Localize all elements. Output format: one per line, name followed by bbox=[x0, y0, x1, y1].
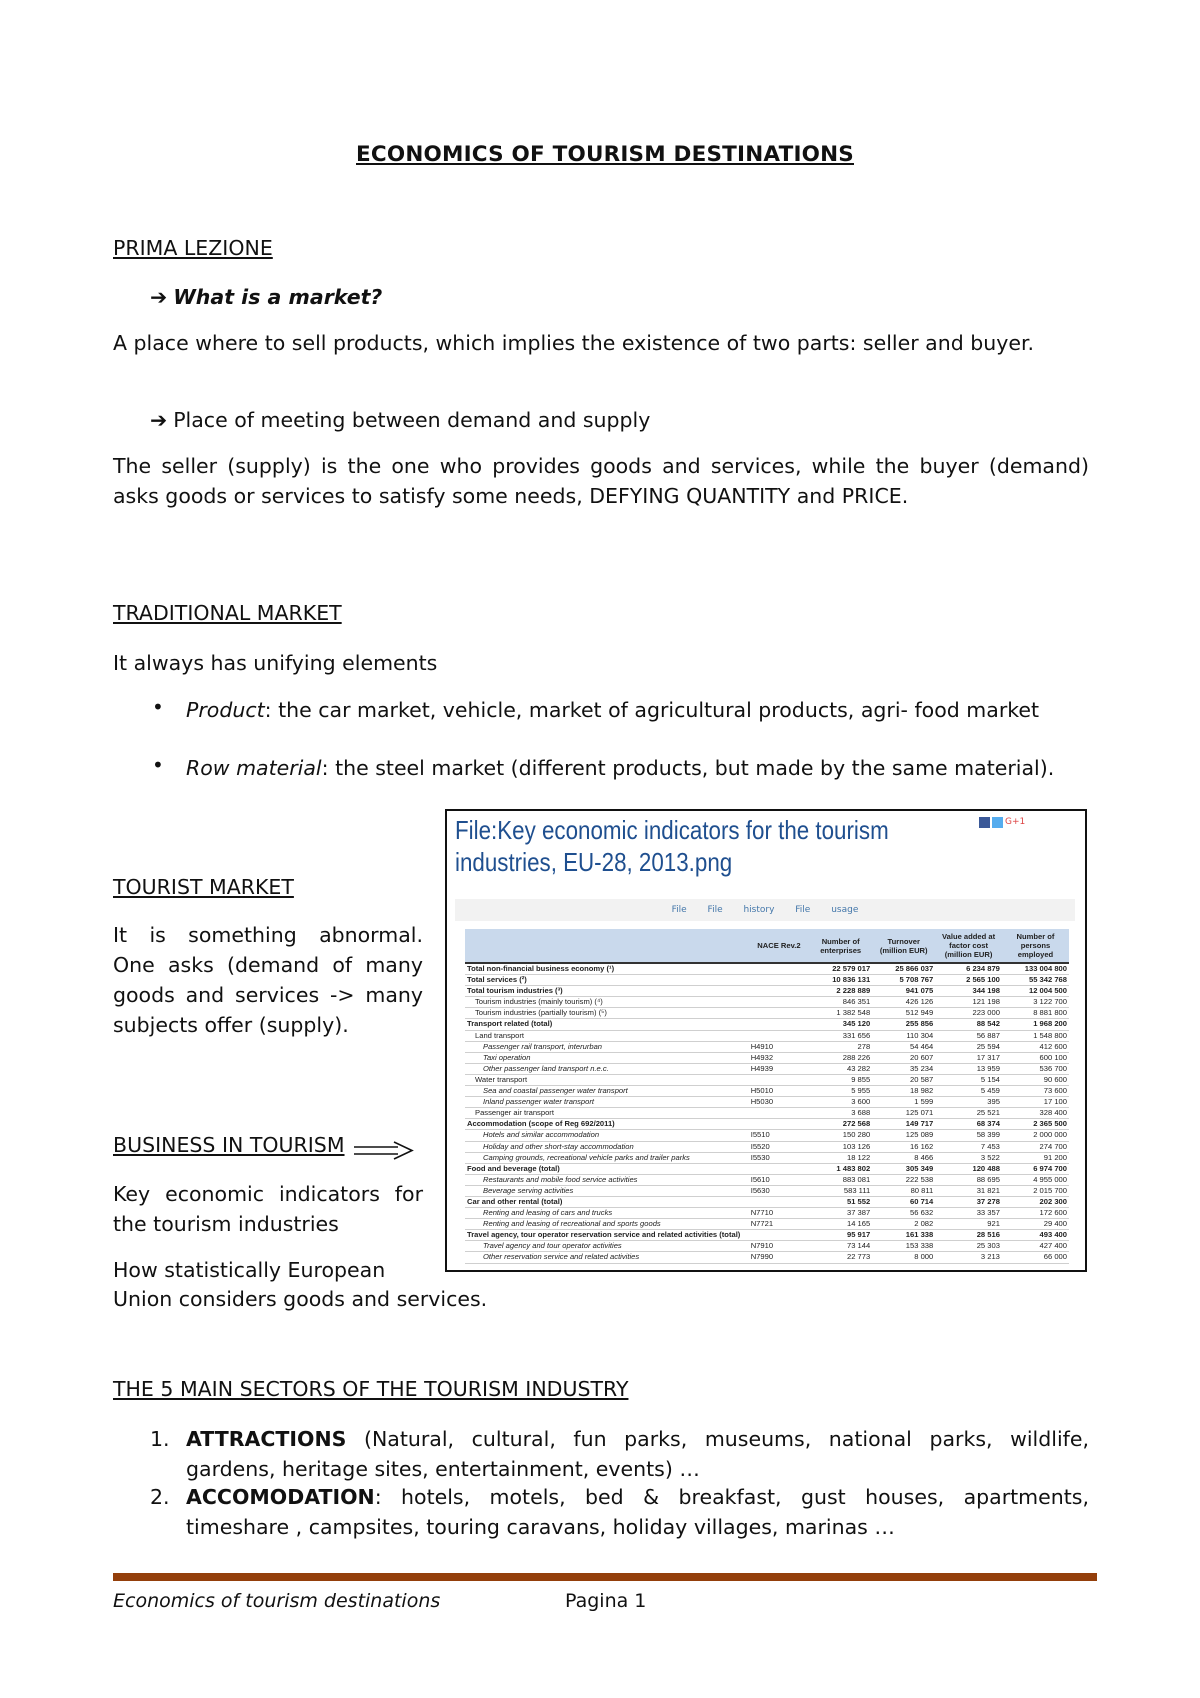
table-cell: Restaurants and mobile food service activities bbox=[465, 1174, 749, 1185]
table-cell: 305 349 bbox=[872, 1163, 935, 1174]
table-cell: Water transport bbox=[465, 1074, 749, 1085]
page-title: ECONOMICS OF TOURISM DESTINATIONS bbox=[356, 142, 854, 167]
table-cell: Tourism industries (mainly tourism) (⁴) bbox=[465, 997, 749, 1008]
table-cell: 121 198 bbox=[935, 997, 1002, 1008]
table-cell: I5510 bbox=[749, 1130, 809, 1141]
table-cell: 6 234 879 bbox=[935, 963, 1002, 975]
table-cell: 9 855 bbox=[809, 1074, 872, 1085]
figure-tabs: File File history File usage bbox=[455, 899, 1075, 921]
table-cell: 103 126 bbox=[809, 1141, 872, 1152]
table-cell: 33 357 bbox=[935, 1208, 1002, 1219]
table-cell: 35 234 bbox=[872, 1063, 935, 1074]
table-cell bbox=[749, 1074, 809, 1085]
table-cell: N7910 bbox=[749, 1241, 809, 1252]
table-cell: 328 400 bbox=[1002, 1108, 1069, 1119]
table-cell: 5 708 767 bbox=[872, 975, 935, 986]
table-cell: 91 200 bbox=[1002, 1152, 1069, 1163]
table-cell: 51 552 bbox=[809, 1196, 872, 1207]
table-cell: 5 459 bbox=[935, 1086, 1002, 1097]
bullet-dot: • bbox=[152, 753, 164, 777]
table-cell: 223 000 bbox=[935, 1008, 1002, 1019]
table-cell: N7721 bbox=[749, 1219, 809, 1230]
bullet-term: Product bbox=[186, 698, 265, 722]
column-header: Number of persons employed bbox=[1002, 929, 1069, 963]
figure-title: File:Key economic indicators for the tourism industries, EU-28, 2013.png bbox=[455, 815, 889, 877]
table-cell bbox=[749, 1230, 809, 1241]
table-cell: I5530 bbox=[749, 1152, 809, 1163]
footer-page-number: Pagina 1 bbox=[565, 1590, 647, 1612]
table-cell: 4 955 000 bbox=[1002, 1174, 1069, 1185]
table-cell bbox=[749, 1030, 809, 1041]
table-cell: 345 120 bbox=[809, 1019, 872, 1030]
table-row bbox=[465, 986, 1069, 997]
table-cell: 55 342 768 bbox=[1002, 975, 1069, 986]
table-row bbox=[465, 1163, 1069, 1174]
table-cell: 20 587 bbox=[872, 1074, 935, 1085]
list-number: 1. bbox=[150, 1427, 170, 1451]
table-cell: 66 000 bbox=[1002, 1252, 1069, 1263]
table-cell: 8 000 bbox=[872, 1252, 935, 1263]
table-cell: 149 717 bbox=[872, 1119, 935, 1130]
table-row bbox=[465, 997, 1069, 1008]
table-cell: Inland passenger water transport bbox=[465, 1097, 749, 1108]
table-cell: 921 bbox=[935, 1219, 1002, 1230]
table-cell: 25 303 bbox=[935, 1241, 1002, 1252]
table-row bbox=[465, 1219, 1069, 1230]
table-row bbox=[465, 1097, 1069, 1108]
paragraph-seller-buyer: The seller (supply) is the one who provides goods and services, while the buyer (demand) asks goods or services to satisfy some needs, DEFYING QUANTITY and PRICE. bbox=[113, 454, 1089, 508]
table-cell: I5610 bbox=[749, 1174, 809, 1185]
table-cell: 88 695 bbox=[935, 1174, 1002, 1185]
table-cell: 172 600 bbox=[1002, 1208, 1069, 1219]
table-row bbox=[465, 975, 1069, 986]
table-cell: I5630 bbox=[749, 1185, 809, 1196]
table-cell: 2 000 000 bbox=[1002, 1130, 1069, 1141]
table-cell: 110 304 bbox=[872, 1030, 935, 1041]
table-row bbox=[465, 1119, 1069, 1130]
table-cell: 25 594 bbox=[935, 1041, 1002, 1052]
table-cell: 29 400 bbox=[1002, 1219, 1069, 1230]
table-cell: H4910 bbox=[749, 1041, 809, 1052]
table-cell: 2 228 889 bbox=[809, 986, 872, 997]
table-cell: 56 887 bbox=[935, 1030, 1002, 1041]
table-cell: Tourism industries (partially tourism) (⁵) bbox=[465, 1008, 749, 1019]
table-cell: Transport related (total) bbox=[465, 1019, 749, 1030]
table-cell: 17 317 bbox=[935, 1052, 1002, 1063]
paragraph-eu-statistics-line2: Union considers goods and services. bbox=[113, 1287, 488, 1311]
table-cell: 3 600 bbox=[809, 1097, 872, 1108]
list-item bbox=[186, 1424, 1089, 1484]
table-cell: 395 bbox=[935, 1097, 1002, 1108]
table-row bbox=[465, 1041, 1069, 1052]
traditional-intro: It always has unifying elements bbox=[113, 651, 438, 675]
table-cell: H5030 bbox=[749, 1097, 809, 1108]
table-cell: 8 466 bbox=[872, 1152, 935, 1163]
heading-tourist-market: TOURIST MARKET bbox=[113, 875, 294, 899]
table-cell bbox=[749, 986, 809, 997]
table-cell: 10 836 131 bbox=[809, 975, 872, 986]
table-cell: 202 300 bbox=[1002, 1196, 1069, 1207]
embedded-figure-screenshot bbox=[445, 809, 1087, 1272]
table-cell: 1 382 548 bbox=[809, 1008, 872, 1019]
question-text: What is a market? bbox=[173, 285, 383, 309]
table-cell: Passenger rail transport, interurban bbox=[465, 1041, 749, 1052]
table-cell: 125 089 bbox=[872, 1130, 935, 1141]
table-cell: 161 338 bbox=[872, 1230, 935, 1241]
column-header: Number of enterprises bbox=[809, 929, 872, 963]
table-cell: Travel agency and tour operator activities bbox=[465, 1241, 749, 1252]
table-cell: 13 959 bbox=[935, 1063, 1002, 1074]
table-cell: 95 917 bbox=[809, 1230, 872, 1241]
table-cell: Renting and leasing of cars and trucks bbox=[465, 1208, 749, 1219]
table-row bbox=[465, 1063, 1069, 1074]
sector-text: (Natural, cultural, fun parks, museums, national parks, wildlife, gardens, heritage sites, entertainment, events) … bbox=[186, 1427, 1089, 1481]
point-meeting-demand-supply bbox=[150, 405, 650, 435]
paragraph-key-indicators: Key economic indicators for the tourism industries bbox=[113, 1182, 423, 1236]
table-cell: 288 226 bbox=[809, 1052, 872, 1063]
table-cell: 255 856 bbox=[872, 1019, 935, 1030]
table-cell: 18 122 bbox=[809, 1152, 872, 1163]
paragraph-eu-statistics-line1: How statistically European bbox=[113, 1258, 386, 1282]
table-cell: N7710 bbox=[749, 1208, 809, 1219]
table-cell: Sea and coastal passenger water transport bbox=[465, 1086, 749, 1097]
table-cell: 14 165 bbox=[809, 1219, 872, 1230]
bullet-term: Row material bbox=[186, 756, 322, 780]
right-arrow-icon: ➔ bbox=[150, 408, 168, 432]
figure-data-table bbox=[465, 929, 1069, 1264]
table-cell: Travel agency, tour operator reservation service and related activities (total) bbox=[465, 1230, 749, 1241]
table-cell bbox=[749, 1163, 809, 1174]
table-cell: Total non-financial business economy (¹) bbox=[465, 963, 749, 975]
table-cell: 331 656 bbox=[809, 1030, 872, 1041]
table-cell: 3 522 bbox=[935, 1152, 1002, 1163]
table-cell: H4932 bbox=[749, 1052, 809, 1063]
table-cell: 16 162 bbox=[872, 1141, 935, 1152]
footer-document-title: Economics of tourism destinations bbox=[113, 1590, 441, 1612]
table-cell: 272 568 bbox=[809, 1119, 872, 1130]
paragraph-tourist-market: It is something abnormal. One asks (demand of many goods and services -> many subjects offer (supply). bbox=[113, 923, 423, 1037]
bullet-dot: • bbox=[152, 695, 164, 719]
table-cell: 5 154 bbox=[935, 1074, 1002, 1085]
table-cell: 3 688 bbox=[809, 1108, 872, 1119]
heading-business-in-tourism: BUSINESS IN TOURISM bbox=[113, 1133, 345, 1157]
table-cell: 28 516 bbox=[935, 1230, 1002, 1241]
table-row bbox=[465, 1130, 1069, 1141]
table-cell: 25 866 037 bbox=[872, 963, 935, 975]
table-row bbox=[465, 1241, 1069, 1252]
table-cell: 80 811 bbox=[872, 1185, 935, 1196]
table-cell: 6 974 700 bbox=[1002, 1163, 1069, 1174]
table-cell bbox=[749, 1108, 809, 1119]
table-cell: Accommodation (scope of Reg 692/2011) bbox=[465, 1119, 749, 1130]
table-cell: 22 579 017 bbox=[809, 963, 872, 975]
table-body bbox=[465, 963, 1069, 1263]
table-cell: 56 632 bbox=[872, 1208, 935, 1219]
table-cell: 153 338 bbox=[872, 1241, 935, 1252]
bullet-text: : the car market, vehicle, market of agricultural products, agri- food market bbox=[264, 698, 1040, 722]
table-cell bbox=[749, 1196, 809, 1207]
table-cell: 8 881 800 bbox=[1002, 1008, 1069, 1019]
table-cell: 88 542 bbox=[935, 1019, 1002, 1030]
table-cell bbox=[749, 963, 809, 975]
question-what-is-market bbox=[150, 282, 382, 312]
table-cell: 1 548 800 bbox=[1002, 1030, 1069, 1041]
list-number: 2. bbox=[150, 1485, 170, 1509]
table-cell: 22 773 bbox=[809, 1252, 872, 1263]
table-cell: 31 821 bbox=[935, 1185, 1002, 1196]
table-cell bbox=[749, 997, 809, 1008]
right-arrow-icon: ➔ bbox=[150, 285, 168, 309]
table-cell: 3 213 bbox=[935, 1252, 1002, 1263]
table-cell: 1 968 200 bbox=[1002, 1019, 1069, 1030]
table-row bbox=[465, 1152, 1069, 1163]
table-cell: 493 400 bbox=[1002, 1230, 1069, 1241]
table-cell: Car and other rental (total) bbox=[465, 1196, 749, 1207]
table-cell: H5010 bbox=[749, 1086, 809, 1097]
table-cell: 600 100 bbox=[1002, 1052, 1069, 1063]
table-cell: 7 453 bbox=[935, 1141, 1002, 1152]
table-cell: N7990 bbox=[749, 1252, 809, 1263]
table-row bbox=[465, 1208, 1069, 1219]
table-cell: 25 521 bbox=[935, 1108, 1002, 1119]
table-cell: 73 144 bbox=[809, 1241, 872, 1252]
list-item bbox=[186, 695, 1089, 725]
table-cell: Land transport bbox=[465, 1030, 749, 1041]
paragraph-market-definition: A place where to sell products, which implies the existence of two parts: seller and buyer. bbox=[113, 331, 1035, 355]
sector-term: ATTRACTIONS bbox=[186, 1427, 347, 1451]
table-cell bbox=[749, 1008, 809, 1019]
table-row bbox=[465, 1030, 1069, 1041]
column-header: Turnover (million EUR) bbox=[872, 929, 935, 963]
table-cell: 426 126 bbox=[872, 997, 935, 1008]
table-cell: Total services (²) bbox=[465, 975, 749, 986]
column-header: Value added at factor cost (million EUR) bbox=[935, 929, 1002, 963]
table-row bbox=[465, 1019, 1069, 1030]
table-row bbox=[465, 1174, 1069, 1185]
table-cell: 60 714 bbox=[872, 1196, 935, 1207]
table-cell: 125 071 bbox=[872, 1108, 935, 1119]
table-cell: Holiday and other short-stay accommodation bbox=[465, 1141, 749, 1152]
footer-rule bbox=[113, 1573, 1097, 1581]
table-cell: Taxi operation bbox=[465, 1052, 749, 1063]
table-cell: Other passenger land transport n.e.c. bbox=[465, 1063, 749, 1074]
table-row bbox=[465, 1074, 1069, 1085]
table-row bbox=[465, 1108, 1069, 1119]
table-cell: 278 bbox=[809, 1041, 872, 1052]
table-cell bbox=[749, 1019, 809, 1030]
table-cell: 512 949 bbox=[872, 1008, 935, 1019]
table-cell: 90 600 bbox=[1002, 1074, 1069, 1085]
table-cell: Beverage serving activities bbox=[465, 1185, 749, 1196]
table-row bbox=[465, 1252, 1069, 1263]
table-row bbox=[465, 1196, 1069, 1207]
sector-text: : hotels, motels, bed & breakfast, gust houses, apartments, timeshare , campsites, touring caravans, holiday villages, marinas … bbox=[186, 1485, 1089, 1539]
table-cell: Renting and leasing of recreational and sports goods bbox=[465, 1219, 749, 1230]
column-header bbox=[465, 929, 749, 963]
table-cell: 274 700 bbox=[1002, 1141, 1069, 1152]
table-cell: 37 387 bbox=[809, 1208, 872, 1219]
table-cell: Food and beverage (total) bbox=[465, 1163, 749, 1174]
table-cell: 17 100 bbox=[1002, 1097, 1069, 1108]
table-row bbox=[465, 1008, 1069, 1019]
table-cell: 73 600 bbox=[1002, 1086, 1069, 1097]
table-cell: 536 700 bbox=[1002, 1063, 1069, 1074]
table-cell: 222 538 bbox=[872, 1174, 935, 1185]
heading-prima-lezione: PRIMA LEZIONE bbox=[113, 236, 273, 260]
sector-term: ACCOMODATION bbox=[186, 1485, 375, 1509]
table-cell: 2 565 100 bbox=[935, 975, 1002, 986]
table-cell: H4939 bbox=[749, 1063, 809, 1074]
table-cell: 3 122 700 bbox=[1002, 997, 1069, 1008]
table-cell: 344 198 bbox=[935, 986, 1002, 997]
heading-five-sectors: THE 5 MAIN SECTORS OF THE TOURISM INDUSTRY bbox=[113, 1377, 629, 1401]
table-cell: 120 488 bbox=[935, 1163, 1002, 1174]
table-cell: 1 599 bbox=[872, 1097, 935, 1108]
table-cell: Camping grounds, recreational vehicle parks and trailer parks bbox=[465, 1152, 749, 1163]
table-cell bbox=[749, 1119, 809, 1130]
table-row bbox=[465, 963, 1069, 975]
table-cell: Hotels and similar accommodation bbox=[465, 1130, 749, 1141]
column-header: NACE Rev.2 bbox=[749, 929, 809, 963]
list-item bbox=[186, 1482, 1089, 1542]
table-row bbox=[465, 1052, 1069, 1063]
table-cell: 883 081 bbox=[809, 1174, 872, 1185]
table-cell: 54 464 bbox=[872, 1041, 935, 1052]
table-cell: Other reservation service and related activities bbox=[465, 1252, 749, 1263]
table-row bbox=[465, 1185, 1069, 1196]
table-cell: 150 280 bbox=[809, 1130, 872, 1141]
table-cell: 18 982 bbox=[872, 1086, 935, 1097]
table-cell: 2 082 bbox=[872, 1219, 935, 1230]
heading-traditional-market: TRADITIONAL MARKET bbox=[113, 601, 342, 625]
table-cell: 2 015 700 bbox=[1002, 1185, 1069, 1196]
table-cell: I5520 bbox=[749, 1141, 809, 1152]
facebook-icon bbox=[979, 817, 990, 828]
table-cell: 20 607 bbox=[872, 1052, 935, 1063]
table-cell: 427 400 bbox=[1002, 1241, 1069, 1252]
table-cell: 846 351 bbox=[809, 997, 872, 1008]
table-cell: 12 004 500 bbox=[1002, 986, 1069, 997]
table-cell: 43 282 bbox=[809, 1063, 872, 1074]
table-cell: 133 004 800 bbox=[1002, 963, 1069, 975]
table-row bbox=[465, 1230, 1069, 1241]
table-row bbox=[465, 1086, 1069, 1097]
table-cell: 58 399 bbox=[935, 1130, 1002, 1141]
table-cell: 1 483 802 bbox=[809, 1163, 872, 1174]
list-item bbox=[186, 753, 1089, 783]
table-cell: 68 374 bbox=[935, 1119, 1002, 1130]
bullet-text: : the steel market (different products, but made by the same material). bbox=[321, 756, 1055, 780]
table-cell: 941 075 bbox=[872, 986, 935, 997]
point-text: Place of meeting between demand and supply bbox=[173, 408, 651, 432]
table-cell: 583 111 bbox=[809, 1185, 872, 1196]
twitter-icon bbox=[992, 817, 1003, 828]
table-cell: 37 278 bbox=[935, 1196, 1002, 1207]
table-cell: 5 955 bbox=[809, 1086, 872, 1097]
share-icons bbox=[979, 817, 1026, 828]
table-cell: 412 600 bbox=[1002, 1041, 1069, 1052]
table-row bbox=[465, 1141, 1069, 1152]
table-header-row bbox=[465, 929, 1069, 963]
table-cell: 2 365 500 bbox=[1002, 1119, 1069, 1130]
google-plus-icon: G+1 bbox=[1005, 817, 1026, 827]
table-cell: Passenger air transport bbox=[465, 1108, 749, 1119]
table-cell: Total tourism industries (³) bbox=[465, 986, 749, 997]
long-right-arrow-icon bbox=[354, 1141, 414, 1161]
table-cell bbox=[749, 975, 809, 986]
